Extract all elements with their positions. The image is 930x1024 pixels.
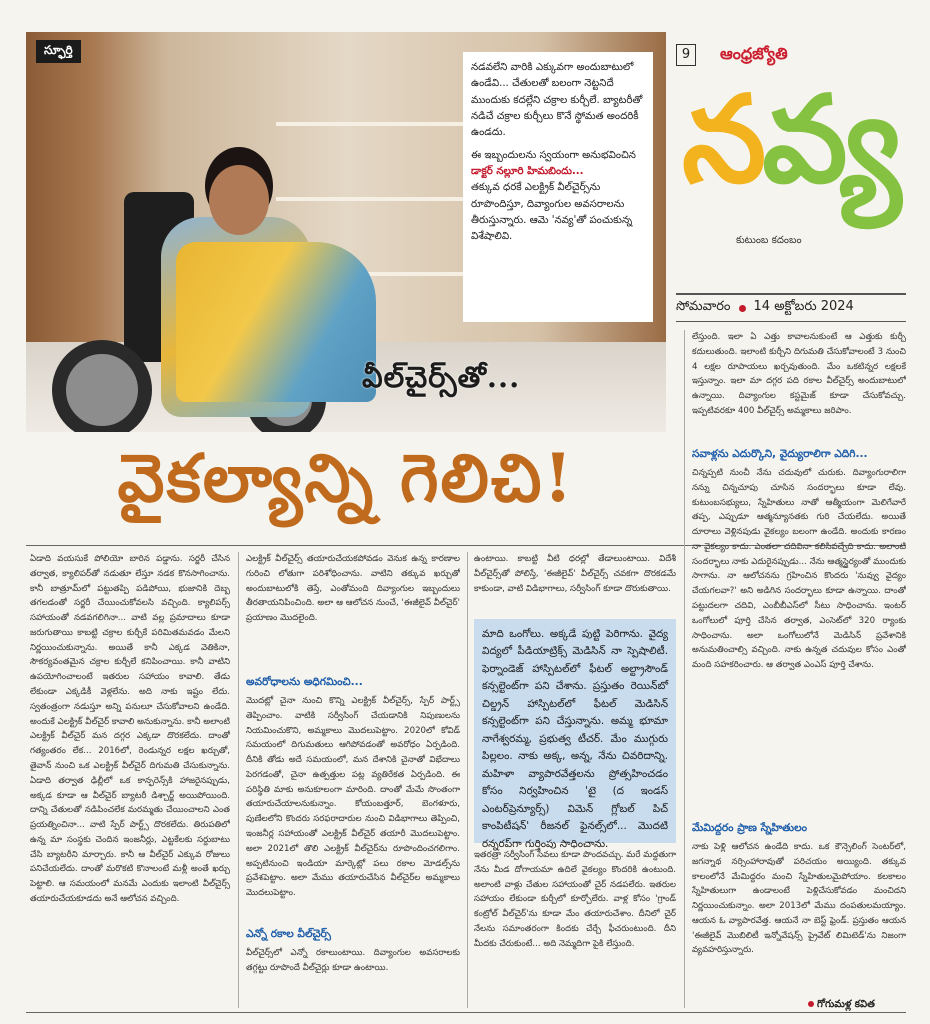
body-text: చిన్నప్పటి నుంచీ నేను చదువులో చురుకు. దివ్యాంగురాలిగా నన్ను చిన్నచూపు చూసిన సందర్భాలు కూడా లేవు. కుటుంబసభ్యులు, స్నేహితులు నాతో ఆత్మీయంగా మెలిగేవారే తప్ప, ఎప్పుడూ ఆత్మన్యూనతకు గురి చేయలేదు. అయితే దూరాలు వెళ్లినపుడు వైకల్యం బలంగా ఉండేది. అందుకు కారణం నా వైకల్యం కాదు. ఎంతలా చదివినా కలిసివచ్చేది కాదు. అలాంటి సందర్భాలు నాకు ఎదురైనప్పుడు... నేను ఆత్మస్థైర్యంతో ముందుకు సాగాను. నా ఆలోచనను గ్రహించిన కొందరు 'నువ్వు వైద్యం చేయగలవా?' అని అడిగిన సందర్భాలు కూడా ఉన్నాయి. దాంతో పట్టుదలగా చదివి, ఎంబీబీఎస్‌లో సీటు సాధించాను. ఇంటర్ ఒంగోలులో పూర్తి చేసిన తర్వాత, ఎంసెట్‌లో 320 ర్యాంకు సాధించాను. అలా ఒంగోలులోనే మెడిసిన్ ప్రవేశానికి అనుమతించాల్సి వచ్చింది. నాకు ఉన్నత చదువుల కోసం ఎంతో మంది సహకరించారు. ఆ తర్వాత ఎంఎస్ పూర్తి చేశాను. [692, 468, 906, 671]
divider [26, 1012, 906, 1013]
profile-box [474, 619, 676, 850]
photo-shelf [276, 122, 476, 126]
column-rule [467, 552, 468, 1008]
article-column-3b [474, 848, 676, 1008]
intro-box [463, 52, 653, 322]
intro-text: తక్కువ ధరకే ఎలక్ట్రిక్ వీల్‌చైర్స్‌ను రూపొందిస్తూ, దివ్యాంగుల అవసరాలను తీరుస్తున్నారు. ఆమె 'నవ్య'తో పంచుకున్న విశేషాలివి. [471, 182, 633, 243]
day-label: సోమవారం [676, 299, 731, 314]
body-text: నాకు పెళ్లి ఆలోచన ఉండేది కాదు. ఒక కౌన్సెలింగ్ సెంటర్‌లో, జగన్నాథ నర్సింహారావుతో పరిచయం అయ్యింది. తక్కువ కాలంలోనే మేమిద్దరం మంచి స్నేహితులమైపోయాం. కలకాలం స్నేహితులుగా ఉండాలంటే పెళ్లిచేసుకోవడం మంచిదని నిర్ణయించుకున్నాం. అలా 2013లో మేము దంపతులమయ్యాం. ఆయన ఓ వ్యాపారవేత్త. ఆయనే నా బెస్ట్ ఫ్రెండ్. ప్రస్తుతం ఆయన 'ఈజీలైవ్ మొబిలిటీ ఇన్నోవేషన్స్ ప్రైవేట్ లిమిటెడ్'ను నిజంగా వ్యవహరిస్తున్నారు. [692, 842, 906, 956]
newspaper-brand: ఆంధ్రజ్యోతి [720, 44, 788, 63]
article-column-2c [246, 946, 460, 1008]
column-rule [684, 330, 685, 1008]
body-text: ఎలక్ట్రిక్ వీల్‌చైర్స్ తయారుచేయకపోవడం వెనుక ఉన్న కారణాల గురించి లోతుగా పరిశోధించాను. వాటిని తక్కువ ఖర్చుతో అందుబాటులోకి తెస్తే, ఎంతోమంది దివ్యాంగుల ఇబ్బందులు తీరతాయనిపించింది. అలా ఆ ఆలోచన నుంచే, 'ఈజీలైవ్ వీల్‌చైర్' ప్రయాణం మొదలైంది. [246, 554, 460, 624]
subheading: అవరోధాలను అధిగమించి... [246, 676, 363, 688]
wheelchair-wheel [52, 340, 152, 432]
byline-dot [808, 1001, 814, 1007]
profile-text: మాది ఒంగోలు. అక్కడే పుట్టి పెరిగాను. వైద్య విద్యలో పీడియాట్రిక్స్ మెడిసిన్ నా స్పెషాలిటీ. ఫెర్నాండెజ్ హాస్పిటల్‌లో ఫీటల్ అల్ట్రాసౌండ్ కన్సల్టెంట్‌గా పని చేశాను. ప్రస్తుతం రెయిన్‌బో చిల్డ్రన్ హాస్పిటల్‌లో ఫీటల్ మెడిసిన్ కన్సల్టెంట్‌గా పని చేస్తున్నాను. అమ్మ భూమా నాగేశ్వరమ్మ, ప్రభుత్వ టీచర్. మేం ముగ్గురు పిల్లలం. నాకు అక్క, అన్న, నేను చివరిదాన్ని. మహిళా వ్యాపారవేత్తలను ప్రోత్సహించడం కోసం నిర్వహించిన 'టై (ద ఇండస్ ఎంటర్‌ప్రెన్యూర్స్) విమెన్ గ్లోబల్ పిచ్ కాంపిటీషన్' రీజనల్ ఫైనల్స్‌లో... మొదటి రన్నరప్‌గా గుర్తింపు సాధించాను. [482, 628, 668, 850]
article-column-4b [692, 466, 906, 816]
body-text: మొదట్లో చైనా నుంచి కొన్ని ఎలక్ట్రిక్ వీల్‌చైర్స్, స్పేర్ పార్ట్స్ తెప్పించాం. వాటికి సర్వీసింగ్ చేయడానికి నిపుణులను నియమించుకొని, అమ్మకాలు మొదలుపెట్టాం. 2020లో కోవిడ్ సమయంలో దిగుమతులు ఆగిపోవడంతో అవరోధం ఏర్పడింది. దీనికి తోడు అదే సమయంలో, మన దేశానికి చైనాతో విభేదాలు పెరగడంతో, చైనా ఉత్పత్తుల పట్ల వ్యతిరేకత ఏర్పడింది. ఈ పరిస్థితి మాకు అనుకూలంగా మారింది. దాంతో మేమే సొంతంగా తయారుచేయాలనుకున్నాం. కోయంబత్తూర్, బెంగళూరు, పుణేలలోని కొందరు సరఫరాదారుల నుంచి విడిభాగాలు తెప్పించి, ఇంజనీర్ల సహాయంతో ఎలక్ట్రిక్ వీల్‌చైర్ తయారీ మొదలుపెట్టాం. అలా 2021లో తొలి ఎలక్ట్రిక్ వీల్‌చైర్‌ను రూపొందించగలిగాం. అప్పటినుంచి ఇండియా మార్కెట్లో పలు రకాల మోడల్స్‌ను ప్రవేశపెట్టాం. అలా మేము తయారుచేసిన వీల్‌చైర్‌ల అమ్మకాలు మొదలుపెట్టాం. [246, 696, 460, 899]
headline: వైకల్యాన్ని గెలిచి! [117, 439, 575, 517]
logo-part-b: వ్య [762, 69, 898, 210]
body-text: ఇతరత్రా సర్వీసింగ్ సేవలు కూడా పొందవచ్చు. మరే మద్దతుగా నేను మీడ దోగాయమా ఉదిలే వైకల్యం కొందరికి ఉంటుంది. అలాంటి వాళ్లు చేతుల సహాయంతో చైర్ నడపలేరు. ఇతరుల సహాయం లేకుండా కుర్చీలో కూర్చోలేరు. వాళ్ల కోసం 'గ్రాండ్ కంట్రోల్ వీల్‌చైర్'ను కూడా మేం తయారుచేశాం. దీనిలో చైర్ నేలను సమాంతరంగా కిందకు చేర్చే ఫీచరుంటుంది. దీని మీదకు చేరుకుంటే... అది నెమ్మదిగా పైకి లేస్తుంది. [474, 850, 676, 949]
body-text: లేస్తుంది. ఇలా ఏ ఎత్తు కావాలనుకుంటే ఆ ఎత్తుకు కుర్చీ కదులుతుంది. ఇలాంటి కుర్చీని దిగుమతి చేసుకోవాలంటే 3 నుంచి 4 లక్షల రూపాయలు ఖర్చవుతుంది. మేం ఒకటిన్నర లక్షలకే ఇస్తున్నాం. ఇలా మా దగ్గర పది రకాల వీల్‌చైర్స్ అందుబాటులో ఉన్నాయి. దివ్యాంగుల కస్టమైజ్ కూడా చేసుకోవచ్చు. ఇప్పటివరకూ 400 వీల్‌చైర్స్ అమ్మకాలు జరిపాం. [692, 332, 906, 416]
intro-text: నడవలేని వారికి ఎక్కువగా అందుబాటులో ఉండేవి... చేతులతో బలంగా నెట్టనిదే ముందుకు కదల్లేని చక్రాల కుర్చీలే. బ్యాటరీతో నడిచే చక్రాల కుర్చీలు కొనే స్థోమత అందరికీ ఉండదు. [471, 62, 643, 139]
subheading: ఎన్నో రకాల వీల్‌చైర్స్ [246, 928, 331, 940]
subheading: సవాళ్లను ఎదుర్కొని, వైద్యురాలిగా ఎదిగి... [692, 448, 868, 460]
byline [808, 998, 875, 1012]
body-text: ఉంటాయి. కాబట్టి వీటి ధరల్లో తేడాలుంటాయి. విదేశీ వీల్‌చైర్స్‌తో పోలిస్తే, 'ఈజీలైవ్' వీల్‌చైర్స్ చవకగా దొరకడమే కాకుండా, వాటి విడిభాగాలు, సర్వీసింగ్ కూడా దొరుకుతాయి. [474, 554, 676, 594]
body-text: ఏడాది వయసుకే పోలియో బారిన పడ్డాను. సర్జరీ చేసిన తర్వాత, క్యాలిపర్‌తో నడుతూ లేస్తూ నడక కొనసాగించాను. కానీ బాత్రూమ్‌లో పట్టుతప్పి పడిపోయి, భుజానికి దెబ్బ తగలడంతో సర్జరీ చేయించుకోవలసి వచ్చింది. క్యాలిపర్స్ సహాయంతో నడవగలిగినా... వాటి వల్ల ప్రమాదాలు కూడా జరుగుతాయి కాబట్టి చక్రాల కుర్చీకే పరిమితమవడం మేలని నిర్ణయించుకున్నాను. అయితే కానీ ఎక్కడ వెతికినా, సౌకర్యవంతమైన చక్రాల కుర్చీలే కనిపించాయి. కానీ వాటిని ఉపయోగించాలంటే ఇతరుల సహాయం కావాలి. తేడు లేకుండా ఎక్కడికీ వెళ్లలేను. అది నాకు ఇష్టం లేదు. స్వతంత్రంగా నడుస్తూ అన్ని పనులూ చేసుకోవాలని ఉండేది. అందుకే ఎలక్ట్రిక్ వీల్‌చైర్ కావాలి అనుకున్నాను. కానీ అలాంటి ఎలక్ట్రిక్ వీల్‌చైర్ మన దగ్గర ఎక్కడా దొరకలేదు. దాంతో గత్యంతరం లేక... 2016లో, రెండున్నర లక్షల ఖర్చుతో, తైవాన్ నుంచి ఒక ఎలక్ట్రిక్ వీల్‌చైర్ దిగుమతి చేసుకున్నాను. ఏడాది తర్వాత ఢిల్లీలో ఒక కాన్ఫరెన్స్‌కి హాజరైనప్పుడు, అక్కడ కూడా ఆ వీల్‌చైర్ బ్యాటరీ డిశ్చార్జ్ అయిపోయింది. దాన్ని చేతులతో నడిపించలేక మరమ్మతు చేయించాలని ఎంత ప్రయత్నించినా... వాటి స్పేర్ పార్ట్స్ దొరకలేదు. తిరుపతిలో ఉన్న మా సంస్థకు చెందిన ఇంజనీర్లు, ఎట్టకేలకు సర్దుబాటు చేసి బ్యాటరీని మార్చారు. కానీ ఆ వీల్‌చైర్ ఎక్కువ రోజులు పనిచేయలేదు. దాంతో మరొకటి కొనాలంటే మళ్లీ అంతే ఖర్చు పెట్టాలి. ఆ సమయంలో మనమే ఎందుకు ఇలాంటి వీల్‌చైర్స్ తయారుచేయకూడదు అనే ఆలోచన వచ్చింది. [30, 554, 230, 904]
section-tag: స్ఫూర్తి [36, 40, 81, 63]
supplement-logo [682, 69, 898, 210]
article-column-4c [692, 840, 906, 992]
article-column-2a [246, 552, 460, 672]
logo-part-a: న [682, 69, 763, 210]
supplement-section: కుటుంబ కదంబం [736, 235, 802, 246]
person-head [209, 165, 269, 235]
date-label: 14 అక్టోబరు 2024 [753, 299, 854, 314]
article-column-3a [474, 552, 676, 614]
intro-text: ఈ ఇబ్బందులను స్వయంగా అనుభవించిన [471, 149, 636, 161]
saree-drape [176, 242, 376, 402]
doctor-name: డాక్టర్ నల్లూరి హిమబిందు... [471, 165, 584, 177]
photo-caption: వీల్‌చైర్స్‌తో... [362, 360, 521, 394]
article-column-1 [30, 552, 230, 1008]
masthead [676, 44, 906, 314]
article-column-2b [246, 694, 460, 922]
column-rule [238, 552, 239, 1008]
subheading: మేమిద్దరం ప్రాణ స్నేహితులం [692, 822, 807, 834]
dot-separator [739, 305, 746, 312]
body-text: వీల్‌చైర్స్‌లో ఎన్నో రకాలుంటాయి. దివ్యాంగుల అవసరాలకు తగ్గట్టు రూపొందే వీల్‌చైర్లు కూడా ఉంటాయి. [246, 948, 460, 973]
photo-shelf [276, 197, 476, 201]
author-name: గోగుమళ్ల కవిత [817, 999, 875, 1010]
article-column-4a [692, 330, 906, 442]
page-number: 9 [676, 44, 696, 66]
dateline [676, 293, 906, 322]
